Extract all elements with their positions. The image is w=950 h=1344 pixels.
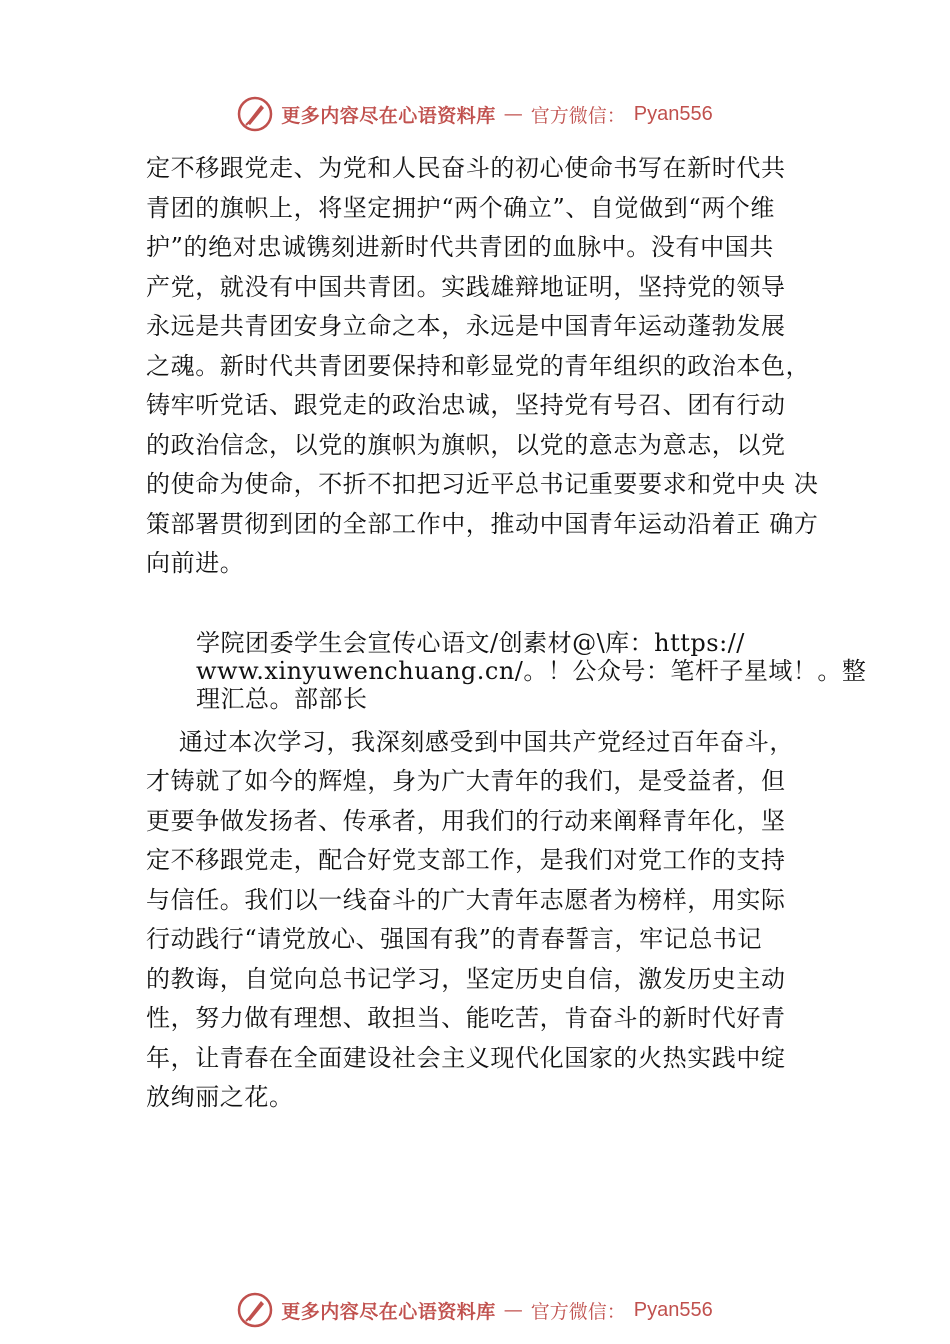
text-line: 年，让青春在全面建设社会主义现代化国家的火热实践中绽 (146, 1044, 786, 1072)
quill-logo-icon (237, 96, 273, 132)
text-line: 性，努力做有理想、敢担当、能吃苦，肯奋斗的新时代好青 (146, 1004, 786, 1032)
banner-brand-text: 更多内容尽在心语资料库 (281, 1300, 496, 1323)
text-line: 护”的绝对忠诚镌刻进新时代共青团的血脉中。没有中国共 (146, 233, 774, 261)
note-line: 理汇总。部部长 (196, 685, 368, 713)
banner-wechat-id: Pyan556 (633, 1298, 713, 1321)
text-line: 放绚丽之花。 (146, 1083, 294, 1111)
text-line: 定不移跟党走，配合好党支部工作，是我们对党工作的支持 (146, 846, 786, 874)
text-line: 定不移跟党走、为党和人民奋斗的初心使命书写在新时代共 (146, 154, 786, 182)
text-line: 之魂。新时代共青团要保持和彰显党的青年组织的政治本色， (146, 352, 811, 380)
text-line: 铸牢听党话、跟党走的政治忠诚，坚持党有号召、团有行动 (146, 391, 786, 419)
quill-logo-icon (237, 1292, 273, 1328)
text-line: 向前进。 (146, 549, 245, 577)
text-line: 通过本次学习，我深刻感受到中国共产党经过百年奋斗， (146, 728, 794, 756)
banner-dash: — (503, 103, 523, 125)
text-line: 永远是共青团安身立命之本，永远是中国青年运动蓬勃发展 (146, 312, 786, 340)
text-line: 更要争做发扬者、传承者，用我们的行动来阐释青年化，坚 (146, 807, 786, 835)
footer-banner (0, 1290, 950, 1330)
text-line: 才铸就了如今的辉煌，身为广大青年的我们，是受益者，但 (146, 767, 786, 795)
text-line: 产党，就没有中国共青团。实践雄辩地证明，坚持党的领导 (146, 273, 786, 301)
text-line: 青团的旗帜上，将坚定拥护“两个确立”、自觉做到“两个维 (146, 194, 776, 222)
banner-dash: — (503, 1299, 523, 1321)
text-line: 策部署贯彻到团的全部工作中，推动中国青年运动沿着正 确方 (146, 510, 819, 538)
text-line: 行动践行“请党放心、强国有我”的青春誓言，牢记总书记 (146, 925, 763, 953)
text-line: 的使命为使命，不折不扣把习近平总书记重要要求和党中央 决 (146, 470, 819, 498)
note-line: 学院团委学生会宣传心语文/创素材@\库：https:// (196, 629, 745, 657)
text-line: 的政治信念，以党的旗帜为旗帜，以党的意志为意志，以党 (146, 431, 786, 459)
banner-wechat-label: 官方微信： (530, 104, 626, 127)
banner-wechat-label: 官方微信： (530, 1300, 626, 1323)
text-line: 与信任。我们以一线奋斗的广大青年志愿者为榜样，用实际 (146, 886, 786, 914)
header-banner (0, 94, 950, 134)
note-line: www.xinyuwenchuang.cn/。！公众号：笔杆子星域！。整 (196, 657, 867, 685)
banner-brand-text: 更多内容尽在心语资料库 (281, 104, 496, 127)
text-line: 的教诲，自觉向总书记学习，坚定历史自信，激发历史主动 (146, 965, 786, 993)
banner-wechat-id: Pyan556 (633, 102, 713, 125)
